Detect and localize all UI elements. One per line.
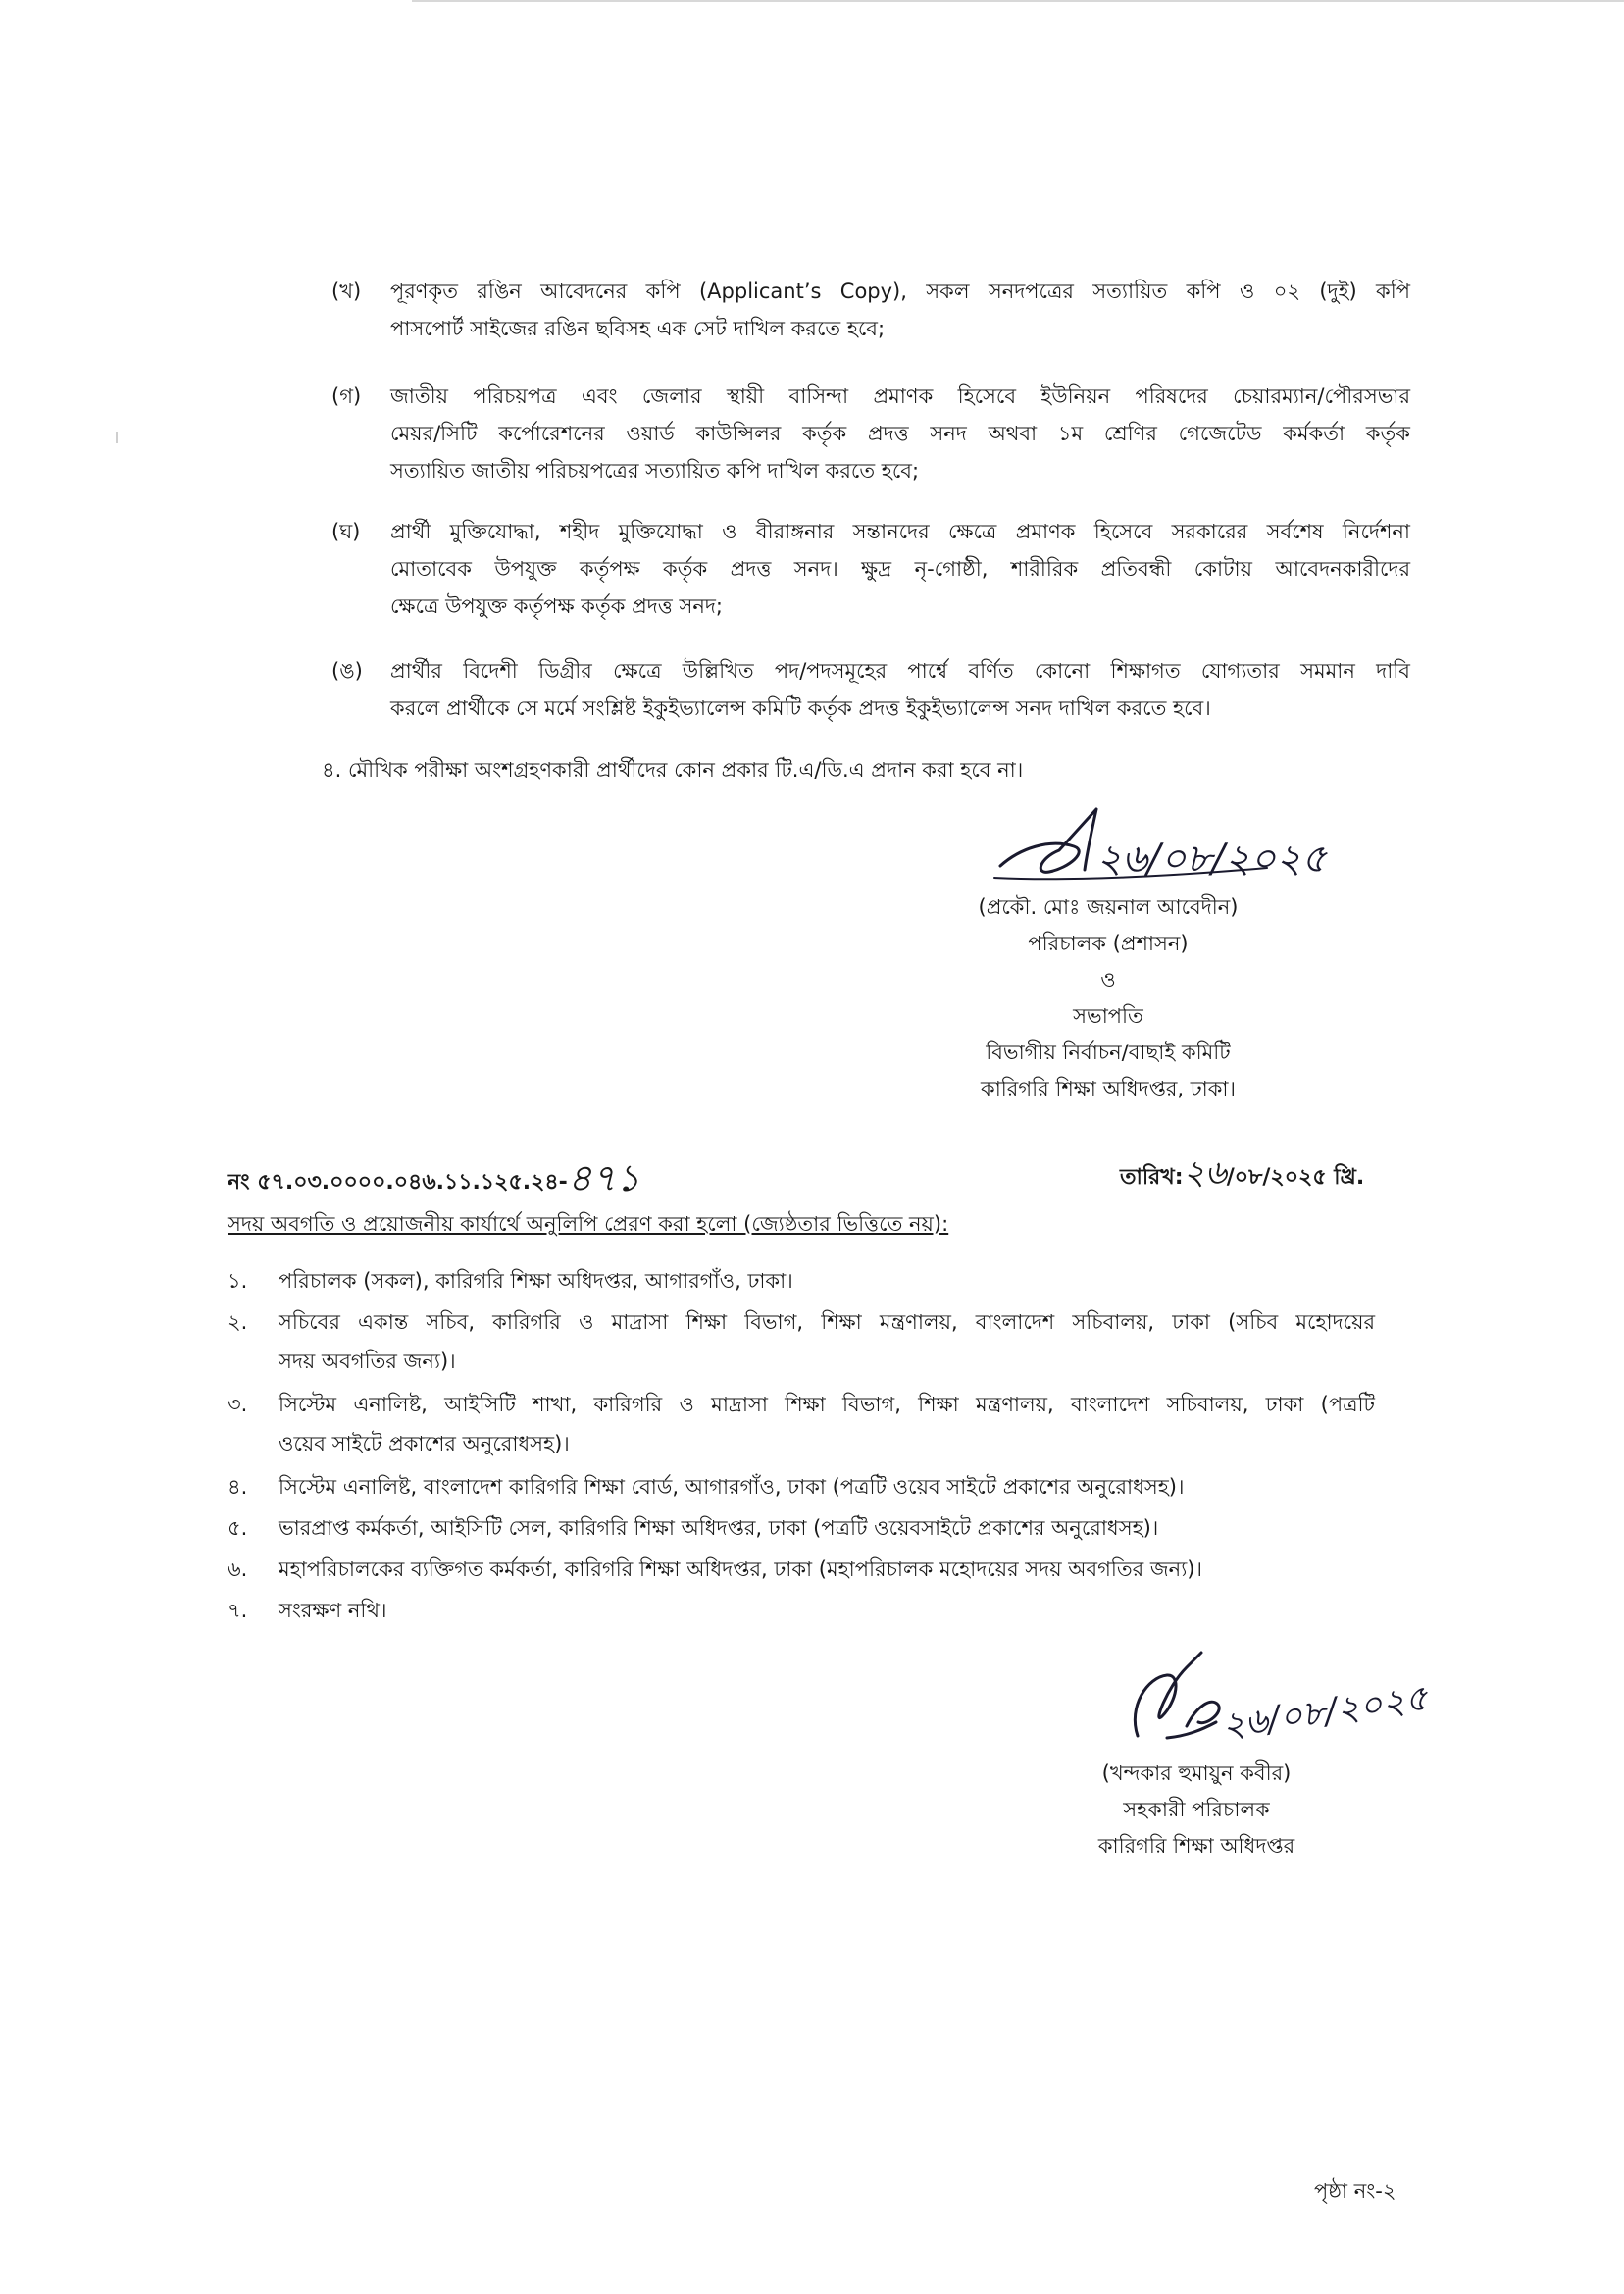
memo-date bbox=[1120, 1147, 1364, 1203]
item-line: ক্ষেত্রে উপযুক্ত কর্তৃপক্ষ কর্তৃক প্রদত্ত সনদ; bbox=[390, 594, 723, 618]
cc-line: সংরক্ষণ নথি। bbox=[279, 1599, 387, 1622]
item-line: প্রার্থীর বিদেশী ডিগ্রীর ক্ষেত্রে উল্লিখিত পদ/পদসমূহের পার্শ্বে বর্ণিত কোনো শিক্ষাগত যোগ্যতার সমমান দাবি bbox=[390, 659, 1410, 683]
cc-text bbox=[279, 1467, 1375, 1506]
cc-number: ৬. bbox=[228, 1557, 248, 1581]
memo-date-rest: /০৮/২০২৫ খ্রি. bbox=[1226, 1165, 1365, 1190]
memo-number bbox=[228, 1147, 640, 1210]
signatory-role: সভাপতি bbox=[1073, 1004, 1143, 1028]
cc-text bbox=[279, 1385, 1375, 1463]
signatory-committee: বিভাগীয় নির্বাচন/বাছাই কমিটি bbox=[986, 1041, 1231, 1064]
cc-line: ওয়েব সাইটে প্রকাশের অনুরোধসহ)। bbox=[279, 1432, 570, 1455]
signatory-title: পরিচালক (প্রশাসন) bbox=[1028, 932, 1189, 955]
item-line: পূরণকৃত রঙিন আবেদনের কপি (Applicant’s Copy), সকল সনদপত্রের সত্যায়িত কপি ও ০২ (দুই) কপি bbox=[390, 280, 1410, 303]
cc-number: ১. bbox=[228, 1269, 248, 1293]
memo-number-text: নং ৫৭.০৩.০০০০.০৪৬.১১.১২৫.২৪- bbox=[228, 1170, 568, 1195]
item-line: সত্যায়িত জাতীয় পরিচয়পত্রের সত্যায়িত কপি দাখিল করতে হবে; bbox=[390, 459, 920, 483]
scan-hole-mark bbox=[116, 432, 118, 443]
signature-block-2 bbox=[1000, 1756, 1393, 1864]
item-line: করলে প্রার্থীকে সে মর্মে সংশ্লিষ্ট ইকুইভ্যালেন্স কমিটি কর্তৃক প্রদত্ত ইকুইভ্যালেন্স সনদ দাখিল করতে হবে। bbox=[390, 696, 1211, 720]
signatory-office: কারিগরি শিক্ষা অধিদপ্তর, ঢাকা। bbox=[981, 1077, 1236, 1100]
item-text bbox=[390, 273, 1410, 347]
cc-number: ২. bbox=[228, 1310, 248, 1334]
item-text bbox=[390, 652, 1410, 727]
cc-line: সদয় অবগতির জন্য)। bbox=[279, 1350, 456, 1373]
item-text bbox=[390, 378, 1410, 489]
cc-number: ৫. bbox=[228, 1516, 248, 1540]
item-marker: (ঙ) bbox=[331, 659, 363, 683]
cc-line: পরিচালক (সকল), কারিগরি শিক্ষা অধিদপ্তর, আগারগাঁও, ঢাকা। bbox=[279, 1269, 793, 1293]
item-marker: (ঘ) bbox=[331, 520, 361, 543]
cc-heading: সদয় অবগতি ও প্রয়োজনীয় কার্যার্থে অনুলিপি প্রেরণ করা হলো (জ্যেষ্ঠতার ভিত্তিতে নয়): bbox=[228, 1212, 949, 1236]
memo-number-handwritten: ৪৭১ bbox=[567, 1156, 640, 1199]
cc-line: সচিবের একান্ত সচিব, কারিগরি ও মাদ্রাসা শিক্ষা বিভাগ, শিক্ষা মন্ত্রণালয়, বাংলাদেশ সচিবালয়, ঢাকা (সচিব মহোদয়ের bbox=[279, 1310, 1375, 1334]
handwritten-signature-2 bbox=[1108, 1628, 1431, 1765]
page-number: পৃষ্ঠা নং-২ bbox=[1314, 2179, 1396, 2203]
cc-line: ভারপ্রাপ্ত কর্মকর্তা, আইসিটি সেল, কারিগরি শিক্ষা অধিদপ্তর, ঢাকা (পত্রটি ওয়েবসাইটে প্রকাশের অনুরোধসহ)। bbox=[279, 1516, 1159, 1540]
item-marker: (খ) bbox=[331, 280, 362, 303]
item-text bbox=[390, 513, 1410, 625]
signatory-name: (খন্দকার হুমায়ুন কবীর) bbox=[1101, 1761, 1292, 1785]
cc-line: সিস্টেম এনালিষ্ট, বাংলাদেশ কারিগরি শিক্ষা বোর্ড, আগারগাঁও, ঢাকা (পত্রটি ওয়েব সাইটে প্রকাশের অনুরোধসহ)। bbox=[279, 1475, 1185, 1499]
signatory-and: ও bbox=[1100, 968, 1116, 992]
scan-edge-mark bbox=[412, 0, 1624, 2]
item-line: মেয়র/সিটি কর্পোরেশনের ওয়ার্ড কাউন্সিলর কর্তৃক প্রদত্ত সনদ অথবা ১ম শ্রেণির গেজেটেড কর্মকর্তা কর্তৃক bbox=[390, 422, 1410, 445]
memo-date-handwritten: ২৬ bbox=[1183, 1153, 1227, 1193]
cc-number: ৩. bbox=[228, 1393, 248, 1416]
handwritten-signature-1 bbox=[981, 790, 1327, 897]
item-line: মোতাবেক উপযুক্ত কর্তৃপক্ষ কর্তৃক প্রদত্ত সনদ। ক্ষুদ্র নৃ-গোষ্ঠী, শারীরিক প্রতিবন্ধী কোটায় আবেদনকারীদের bbox=[390, 557, 1410, 581]
signatory-name: (প্রকৌ. মোঃ জয়নাল আবেদীন) bbox=[978, 895, 1239, 919]
point-4: ৪. মৌখিক পরীক্ষা অংশগ্রহণকারী প্রার্থীদের কোন প্রকার টি.এ/ডি.এ প্রদান করা হবে না। bbox=[322, 758, 1024, 782]
cc-line: মহাপরিচালকের ব্যক্তিগত কর্মকর্তা, কারিগরি শিক্ষা অধিদপ্তর, ঢাকা (মহাপরিচালক মহোদয়ের সদয় অবগতির জন্য)। bbox=[279, 1557, 1202, 1581]
cc-text bbox=[279, 1550, 1375, 1589]
cc-number: ৭. bbox=[228, 1599, 248, 1622]
signatory-office: কারিগরি শিক্ষা অধিদপ্তর bbox=[1097, 1834, 1295, 1858]
item-line: প্রার্থী মুক্তিযোদ্ধা, শহীদ মুক্তিযোদ্ধা ও বীরাঙ্গনার সন্তানদের ক্ষেত্রে প্রমাণক হিসেবে সরকারের সর্বশেষ নির্দেশনা bbox=[390, 520, 1410, 543]
signature-block-1 bbox=[883, 890, 1334, 1107]
cc-text bbox=[279, 1591, 1375, 1630]
cc-text bbox=[279, 1261, 1375, 1300]
cc-line: সিস্টেম এনালিষ্ট, আইসিটি শাখা, কারিগরি ও মাদ্রাসা শিক্ষা বিভাগ, শিক্ষা মন্ত্রণালয়, বাংলাদেশ সচিবালয়, ঢাকা (পত্রটি bbox=[279, 1393, 1375, 1416]
item-line: পাসপোর্ট সাইজের রঙিন ছবিসহ এক সেট দাখিল করতে হবে; bbox=[390, 317, 886, 340]
cc-text bbox=[279, 1508, 1375, 1548]
signature-date-2: ২৬/০৮/২০২৫ bbox=[1219, 1677, 1431, 1747]
cc-number: ৪. bbox=[228, 1475, 248, 1499]
signature-date-1: ২৬/০৮/২০২৫ bbox=[1096, 837, 1327, 882]
item-line: জাতীয় পরিচয়পত্র এবং জেলার স্থায়ী বাসিন্দা প্রমাণক হিসেবে ইউনিয়ন পরিষদের চেয়ারম্যান/পৌরসভার bbox=[390, 384, 1410, 408]
cc-text bbox=[279, 1302, 1375, 1381]
item-marker: (গ) bbox=[331, 384, 362, 408]
memo-date-label: তারিখ: bbox=[1120, 1165, 1184, 1190]
signatory-title: সহকারী পরিচালক bbox=[1123, 1798, 1270, 1821]
